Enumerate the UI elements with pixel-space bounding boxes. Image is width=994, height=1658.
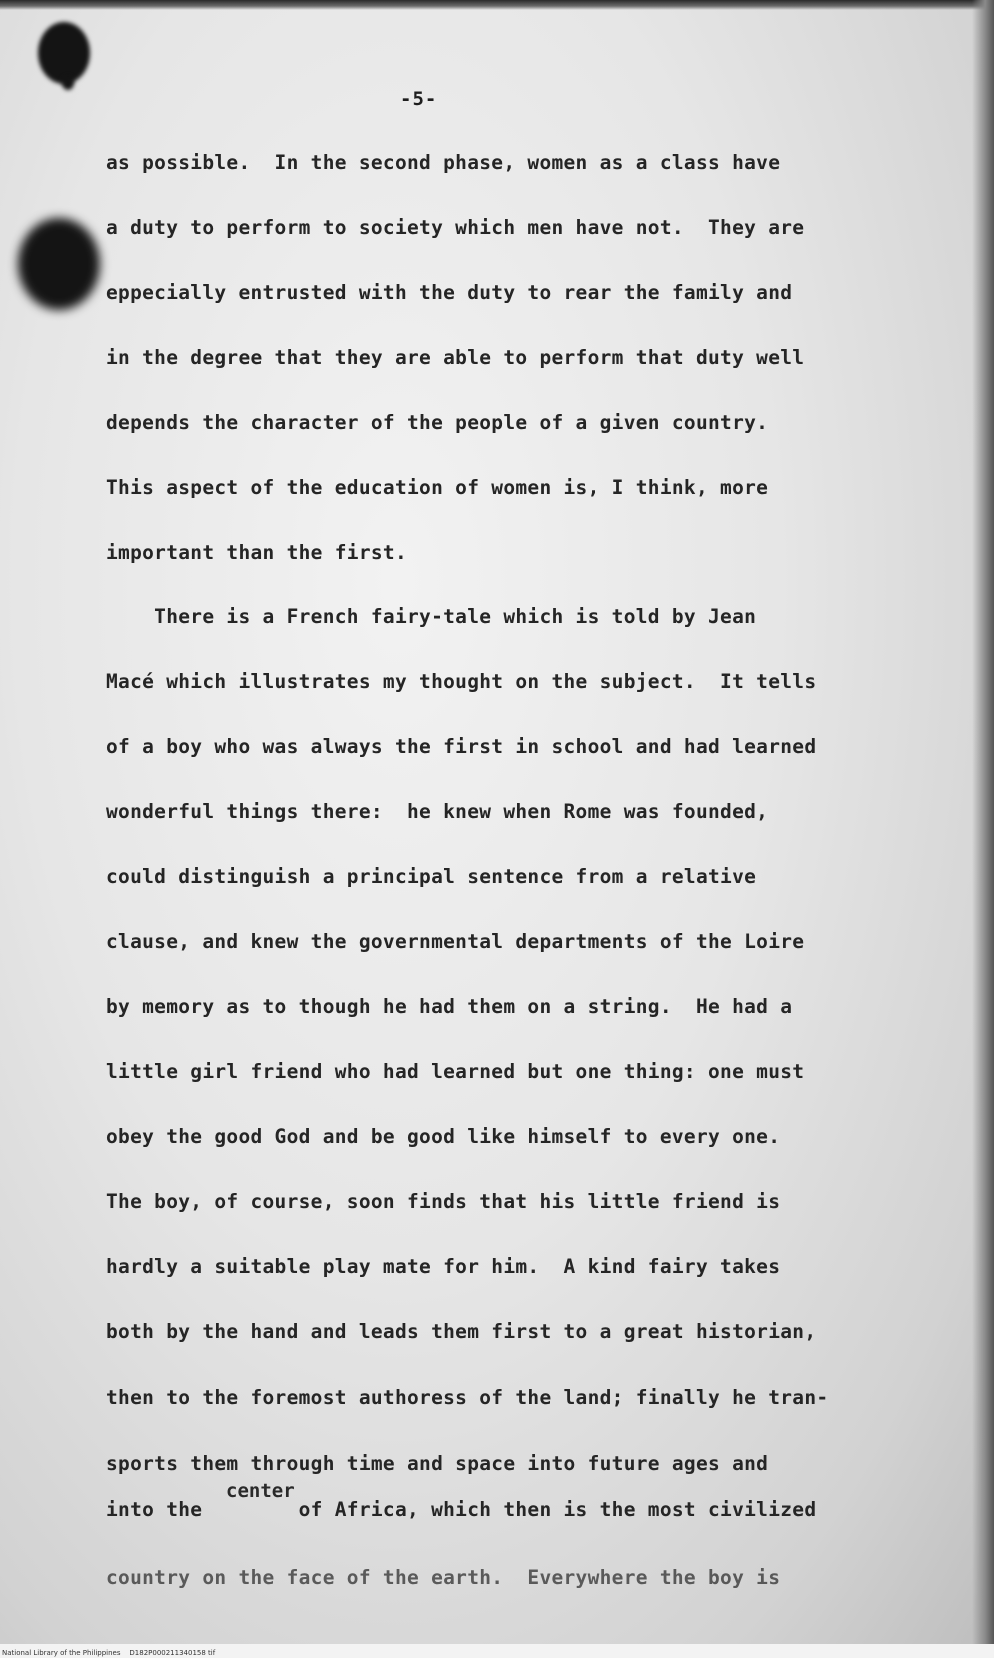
- text-line: Macé which illustrates my thought on the subject. It tells: [106, 670, 817, 693]
- text-line: a duty to perform to society which men have not. They are: [106, 216, 805, 239]
- text-line: in the degree that they are able to perform that duty well: [106, 346, 805, 369]
- text-line: clause, and knew the governmental departments of the Loire: [106, 930, 805, 953]
- text-line: eppecially entrusted with the duty to rear the family and: [106, 281, 793, 304]
- text-line: then to the foremost authoress of the land; finally he tran-: [106, 1386, 829, 1409]
- interlinear-correction: center: [226, 1480, 295, 1502]
- text-line: wonderful things there: he knew when Rome was founded,: [106, 800, 769, 823]
- text-line: as possible. In the second phase, women as a class have: [106, 151, 781, 174]
- scan-top-edge: [0, 0, 994, 10]
- text-line: This aspect of the education of women is, I think, more: [106, 476, 769, 499]
- text-line: little girl friend who had learned but one thing: one must: [106, 1060, 805, 1083]
- text-line: could distinguish a principal sentence from a relative: [106, 865, 757, 888]
- text-line: into the of Africa, which then is the most civilized: [106, 1498, 817, 1521]
- text-line: obey the good God and be good like himself to every one.: [106, 1125, 781, 1148]
- text-line: hardly a suitable play mate for him. A kind fairy takes: [106, 1255, 781, 1278]
- text-line: both by the hand and leads them first to a great historian,: [106, 1320, 817, 1343]
- text-line: There is a French fairy-tale which is told by Jean: [106, 605, 757, 628]
- scan-footer: National Library of the Philippines D182P000211340158 tif: [2, 1649, 216, 1657]
- text-line: important than the first.: [106, 541, 407, 564]
- scan-right-edge: [972, 0, 994, 1658]
- text-line: depends the character of the people of a given country.: [106, 411, 769, 434]
- text-line: by memory as to though he had them on a string. He had a: [106, 995, 793, 1018]
- page-number: -5-: [400, 88, 438, 110]
- text-line: of a boy who was always the first in school and had learned: [106, 735, 817, 758]
- text-line: sports them through time and space into future ages and: [106, 1452, 769, 1475]
- ink-blot: [18, 218, 100, 310]
- ink-blot: [62, 76, 74, 90]
- ink-blot: [38, 22, 90, 84]
- text-line: The boy, of course, soon finds that his little friend is: [106, 1190, 781, 1213]
- text-line: country on the face of the earth. Everywhere the boy is: [106, 1566, 781, 1589]
